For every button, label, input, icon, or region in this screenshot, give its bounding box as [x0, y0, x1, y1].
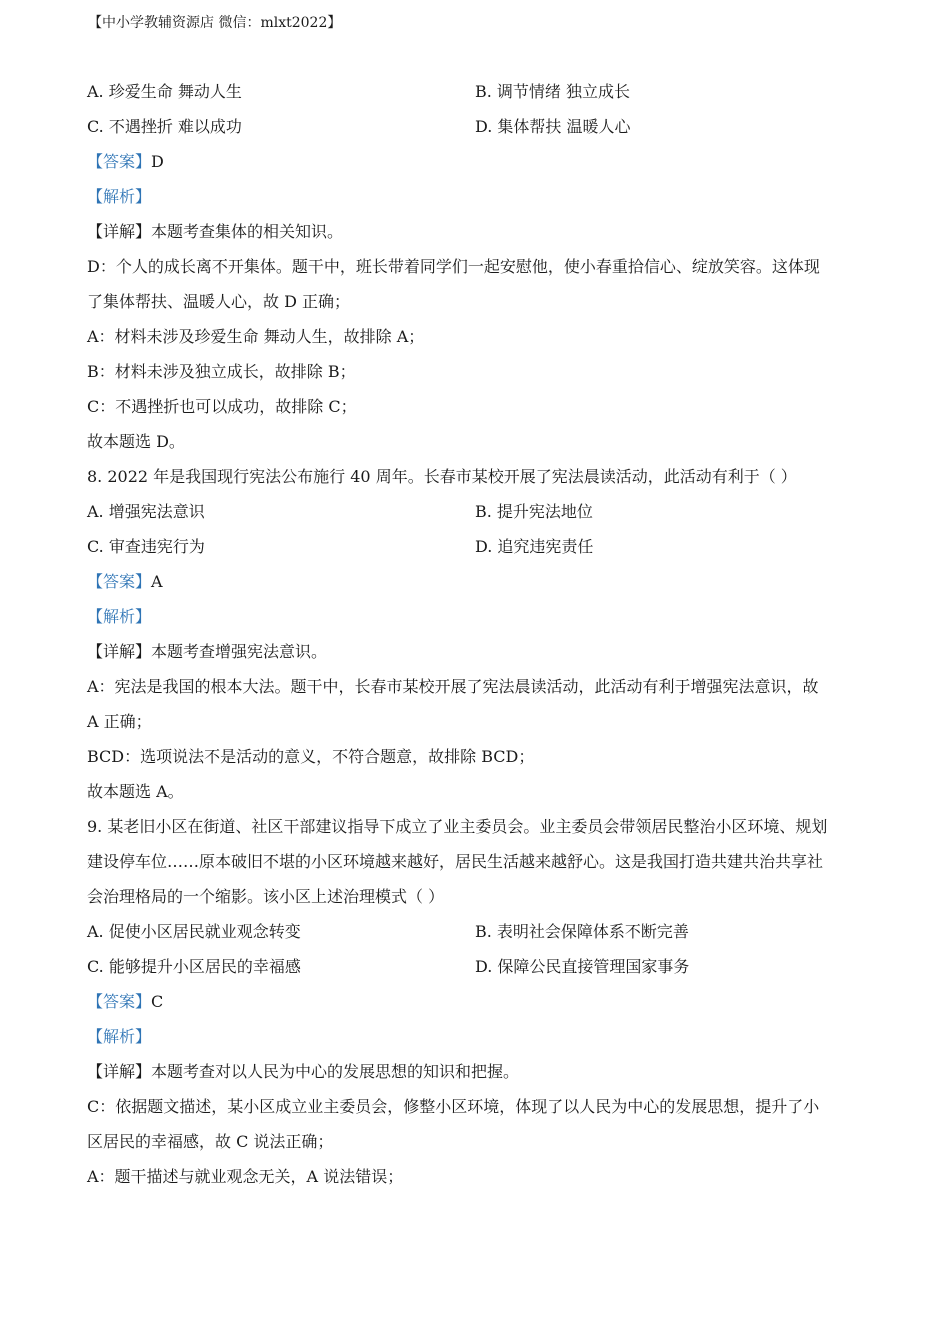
q8-detail-line: BCD：选项说法不是活动的意义，不符合题意，故排除 BCD； — [87, 747, 535, 766]
q8-option-d: D. 追究违宪责任 — [475, 537, 594, 556]
q9-stem-line: 建设停车位……原本破旧不堪的小区环境越来越好，居民生活越来越舒心。这是我国打造共建共治共享社 — [87, 852, 824, 871]
q8-option-b: B. 提升宪法地位 — [475, 502, 593, 521]
q9-options-row-1 — [87, 914, 863, 949]
answer-value: D — [151, 152, 164, 171]
q9-options-row-2 — [87, 949, 863, 984]
q7-detail-line: A：材料未涉及珍爱生命 舞动人生，故排除 A； — [87, 327, 425, 346]
q8-detail-line: 故本题选 A。 — [87, 782, 184, 801]
q8-options-row-1 — [87, 494, 863, 529]
q8-detail-line: A 正确； — [87, 712, 152, 731]
q7-options-row-2 — [87, 109, 863, 144]
q9-detail-line: C：依据题文描述，某小区成立业主委员会，修整小区环境，体现了以人民为中心的发展思想，提升了小 — [87, 1097, 820, 1116]
q8-options-row-2 — [87, 529, 863, 564]
q9-detail-line: A：题干描述与就业观念无关，A 说法错误； — [87, 1167, 404, 1186]
q7-analysis-label: 【解析】 — [87, 187, 152, 206]
q7-option-a: A. 珍爱生命 舞动人生 — [87, 82, 242, 101]
q9-stem-line: 9. 某老旧小区在街道、社区干部建议指导下成立了业主委员会。业主委员会带领居民整治小区环境、规划 — [87, 817, 828, 836]
q9-detail-line: 区居民的幸福感，故 C 说法正确； — [87, 1132, 334, 1151]
q8-analysis-label: 【解析】 — [87, 607, 152, 626]
answer-label: 【答案】 — [87, 572, 152, 591]
q7-detail-line: 故本题选 D。 — [87, 432, 185, 451]
q8-option-c: C. 审查违宪行为 — [87, 537, 205, 556]
q8-detail-line: A：宪法是我国的根本大法。题干中，长春市某校开展了宪法晨读活动，此活动有利于增强宪法意识，故 — [87, 677, 819, 696]
q8-detail-line: 【详解】本题考查增强宪法意识。 — [87, 642, 328, 661]
q8-answer — [87, 564, 863, 599]
q9-option-d: D. 保障公民直接管理国家事务 — [475, 957, 690, 976]
q7-option-d: D. 集体帮扶 温暖人心 — [475, 117, 631, 136]
q9-detail-line: 【详解】本题考查对以人民为中心的发展思想的知识和把握。 — [87, 1062, 520, 1081]
q7-options-row-1 — [87, 74, 863, 109]
answer-value: C — [151, 992, 164, 1011]
q9-option-a: A. 促使小区居民就业观念转变 — [87, 922, 301, 941]
q7-option-b: B. 调节情绪 独立成长 — [475, 82, 631, 101]
page-header: 【中小学教辅资源店 微信：mlxt2022】 — [88, 15, 342, 31]
q7-detail-line: D：个人的成长离不开集体。题干中，班长带着同学们一起安慰他，使小春重拾信心、绽放笑容。这体现 — [87, 257, 820, 276]
q7-detail-line: C：不遇挫折也可以成功，故排除 C； — [87, 397, 357, 416]
q7-option-c: C. 不遇挫折 难以成功 — [87, 117, 242, 136]
answer-value: A — [151, 572, 163, 591]
q9-analysis-label: 【解析】 — [87, 1027, 152, 1046]
q7-detail-line: 【详解】本题考查集体的相关知识。 — [87, 222, 344, 241]
q7-detail-line: B：材料未涉及独立成长，故排除 B； — [87, 362, 356, 381]
q9-stem-line: 会治理格局的一个缩影。该小区上述治理模式（ ） — [87, 887, 445, 906]
q8-stem: 8. 2022 年是我国现行宪法公布施行 40 周年。长春市某校开展了宪法晨读活动，此活动有利于（ ） — [87, 467, 797, 486]
q9-option-b: B. 表明社会保障体系不断完善 — [475, 922, 689, 941]
q9-answer — [87, 984, 863, 1019]
document-body — [87, 74, 863, 1194]
q7-detail-line: 了集体帮扶、温暖人心，故 D 正确； — [87, 292, 351, 311]
answer-label: 【答案】 — [87, 992, 152, 1011]
q8-option-a: A. 增强宪法意识 — [87, 502, 205, 521]
q7-answer — [87, 144, 863, 179]
answer-label: 【答案】 — [87, 152, 152, 171]
q9-option-c: C. 能够提升小区居民的幸福感 — [87, 957, 301, 976]
